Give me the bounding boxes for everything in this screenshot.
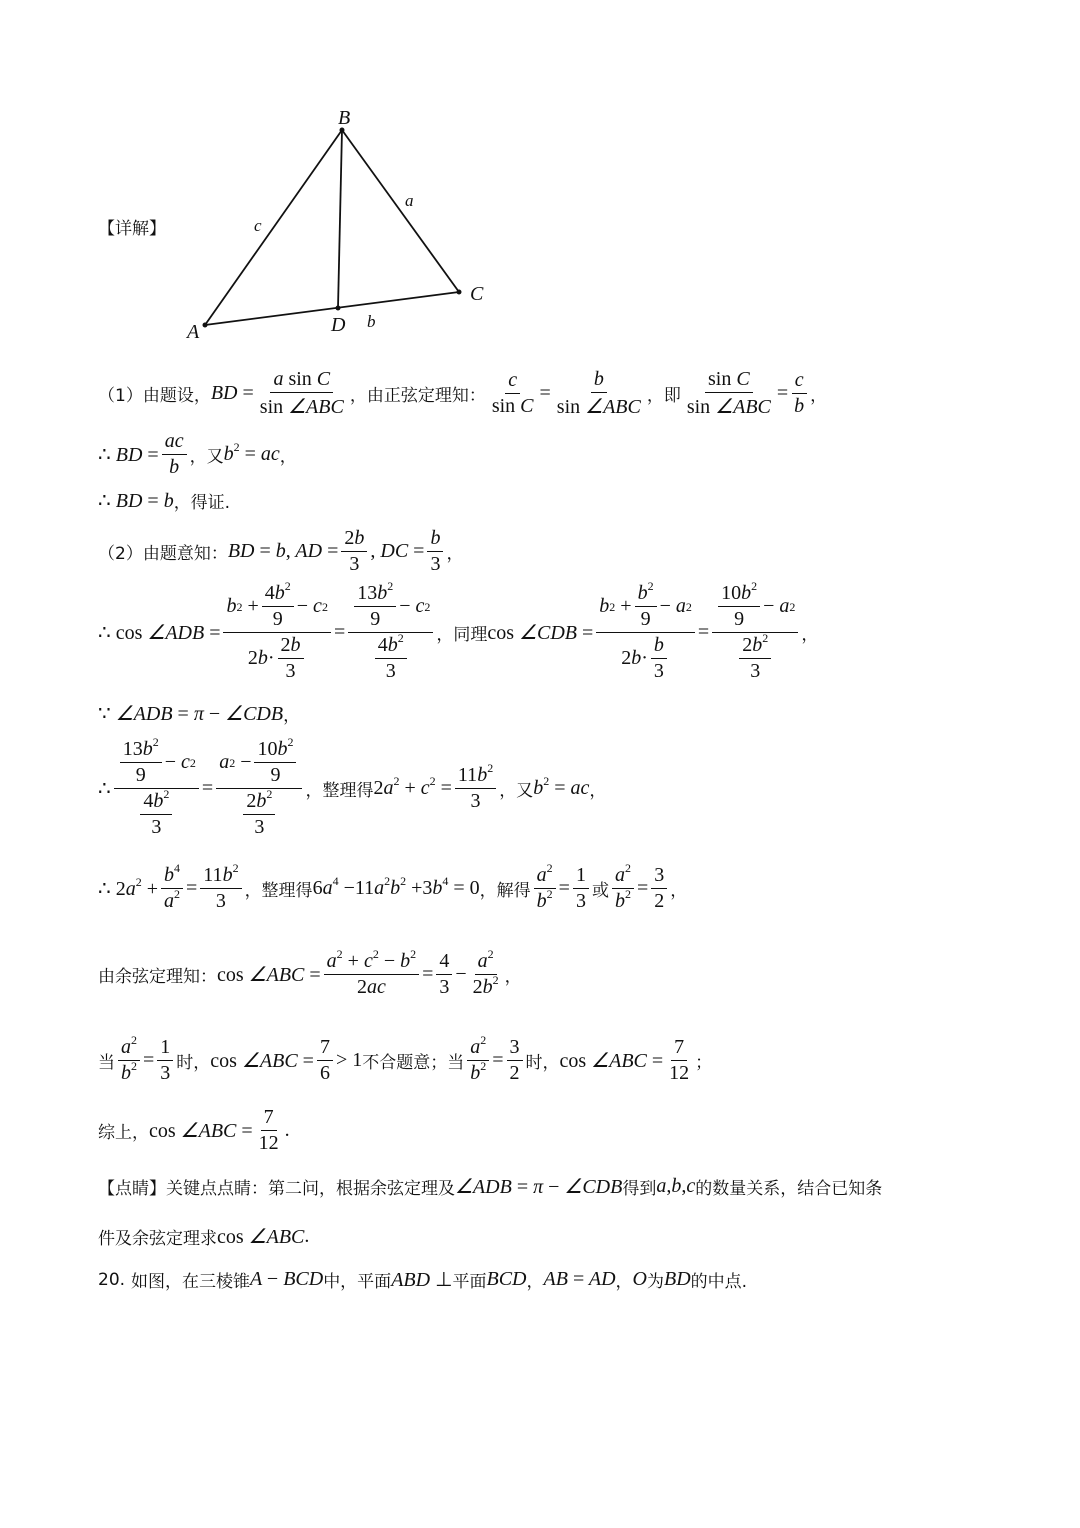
line-2: ∴ BD = $\frac{ac}{b}$ ，又 $b^2$ = ac ，: [98, 430, 297, 478]
question-20: 20. 如图，在三棱锥 A − BCD 中，平面 ABD ⊥ 平面 BCD ， AB = AD ， O 为 BD 的中点.: [98, 1268, 748, 1292]
triangle-figure: [180, 100, 500, 350]
side-a-label: a: [405, 191, 414, 210]
line-10: 当 $\frac{a^2}{b^2}$ = $\frac{1}{3}$ 时， cos ∠ABC = $\frac{7}{6}$ > 1 不合题意；当 $\frac{a^2}{b^2}$ = $\frac{3}{2}$ 时， cos ∠ABC = $\frac{7}{12}$ ；: [98, 1033, 713, 1084]
line-4: （2）由题意知： BD = b, AD = $\frac{2b}{3}$ , DC = $\frac{b}{3}$ ，: [98, 527, 464, 575]
line-8: ∴ $2a^2$ + $\frac{b^4}{a^2}$ = $\frac{11b^2}{3}$ ，整理得 $6a^4 -11a^2b^2 +3b^4 = 0$ ，解得 $\frac{a^2}{b^2}$ = $\frac{1}{3}$ 或 $\frac{a^2}{b^2}$ = $\frac{3}{2}$ ，: [98, 861, 688, 912]
line-5: ∴ cos ∠ADB = b 2 + $\frac{4b^2}{9}$ − c 2 2 b · $\frac{2b}{3}$ = $\frac{13b^2}{9}$ − c 2 $\frac{4b^2}{3}$ ，同理 cos ∠CDB = b 2 + $\frac{b^2}{9}$ − a 2 2 b · $\frac{b}{3}$ = $\frac{10b^2}{9}$ − a 2 $\frac{2b^2}{3}$ ，: [98, 579, 819, 682]
line-9: 由余弦定理知： cos ∠ABC = $\frac{a^2 + c^2 - b^2}{2ac}$ = $\frac{4}{3}$ − $\frac{a^2}{2b^2}$ ，: [98, 947, 522, 998]
line-7: ∴ $\frac{13b^2}{9}$ − c 2 $\frac{4b^2}{3}$ = a 2 − $\frac{10b^2}{9}$ $\frac{2b^2}{3}$ ，整理得 $2a^2 + c^2$ = $\frac{11b^2}{3}$ ，又 $b^2$ = ac ，: [98, 735, 607, 838]
line-1: （1）由题设， BD = $\frac{\text{a sin C}}{\text{sin ∠ABC}}$ ，由正弦定理知： $\frac{c}{\text{sin C}}$ = $\frac{b}{\text{sin ∠ABC}}$ ，即 $\frac{\text{sin C}}{\text{sin ∠ABC}}$ = $\frac{c}{b}$ ，: [98, 368, 828, 418]
point-d-label: D: [331, 314, 346, 336]
line-12: 【点睛】 关键点点睛：第二问，根据余弦定理及 ∠ADB = π − ∠CDB 得到 a,b,c 的数量关系，结合已知条: [98, 1175, 883, 1199]
detail-label: 【详解】: [98, 219, 166, 239]
side-c-label: c: [254, 216, 262, 235]
line-3: ∴ BD = b ，得证.: [98, 490, 231, 513]
side-ab: [205, 130, 342, 325]
side-bc: [342, 130, 459, 292]
segment-bd: [338, 130, 342, 308]
line-13: 件及余弦定理求 cos ∠ABC .: [98, 1225, 310, 1249]
point-a-label: A: [187, 321, 200, 343]
point-b-label: B: [338, 107, 351, 129]
dianjing-label: 【点睛】: [98, 1179, 166, 1199]
side-b-label: b: [367, 312, 376, 331]
line-11: 综上， cos ∠ABC = $\frac{7}{12}$ .: [98, 1106, 290, 1154]
point-c-label: C: [470, 283, 484, 305]
line-6: ∵ ∠ADB = π − ∠CDB ，: [98, 703, 301, 726]
